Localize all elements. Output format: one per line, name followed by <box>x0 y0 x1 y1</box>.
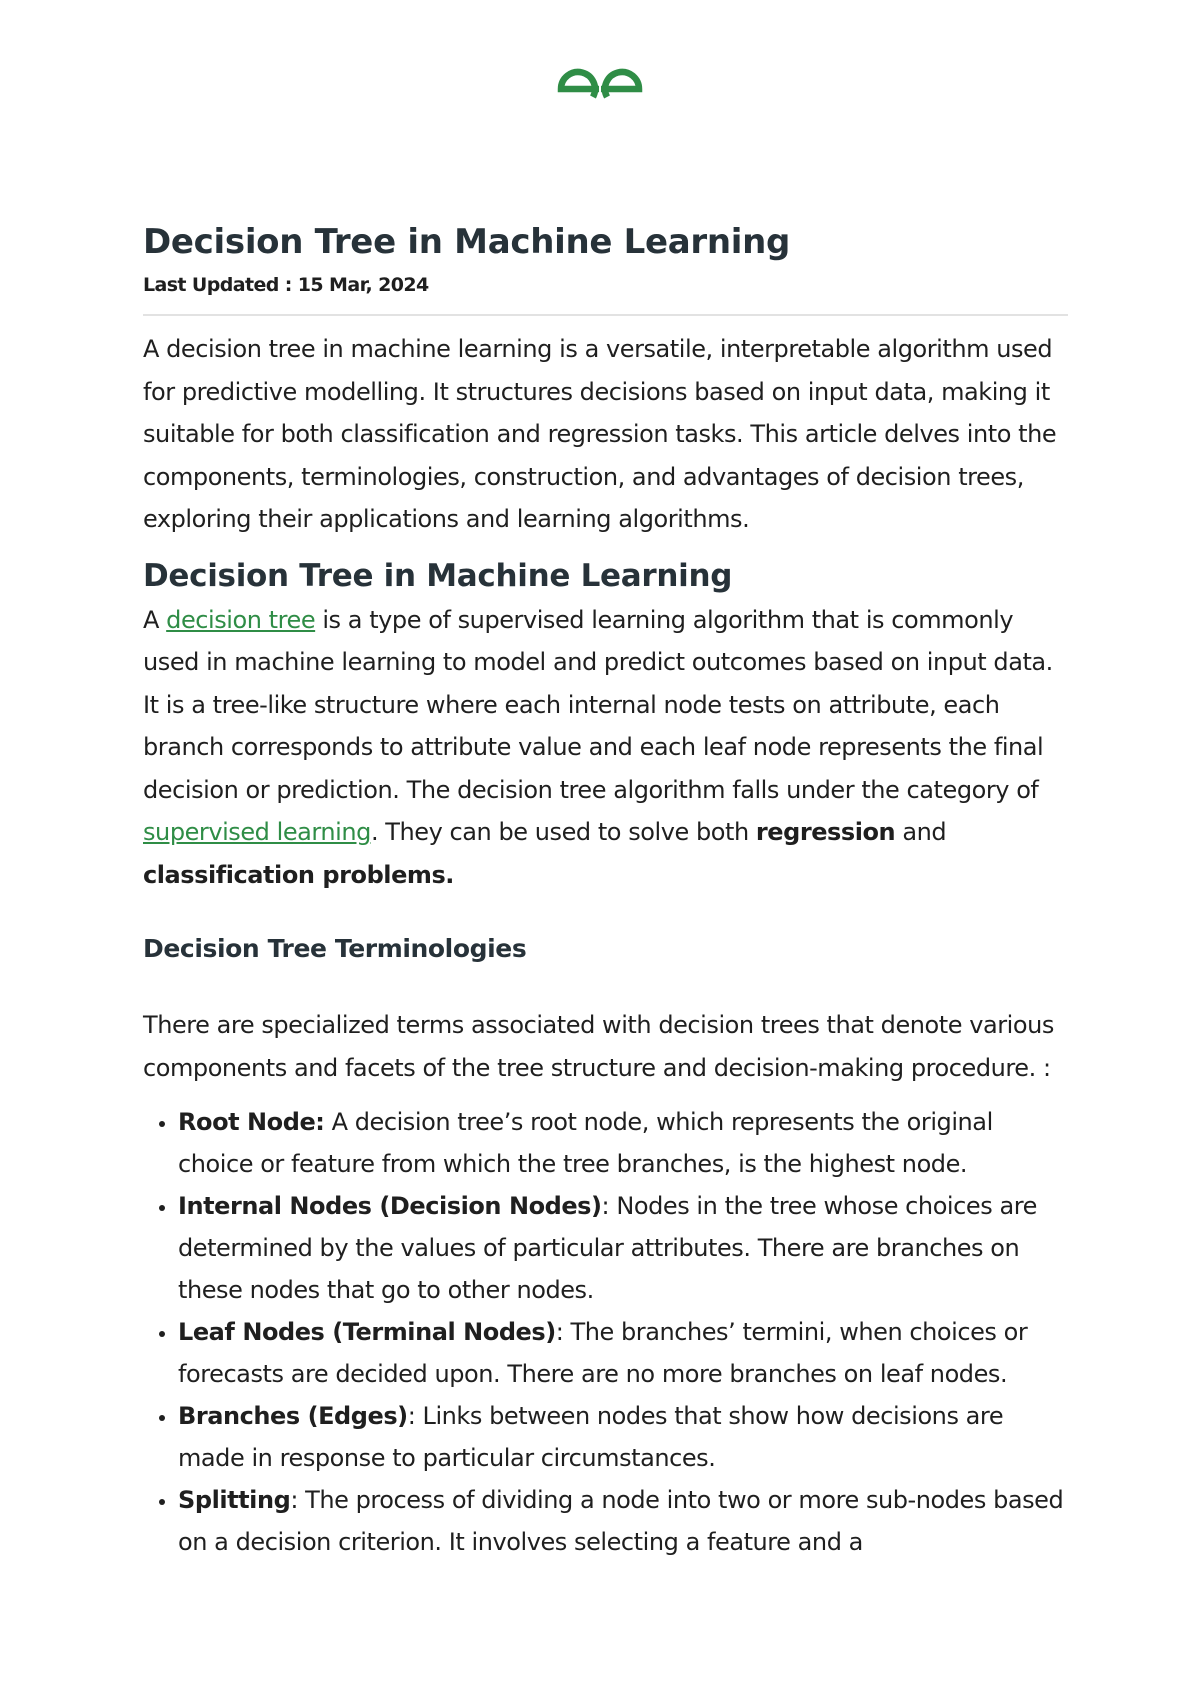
text-span: and <box>895 818 947 846</box>
text-span: A <box>143 605 167 634</box>
terminology-list <box>143 1101 1068 1563</box>
divider <box>143 314 1068 316</box>
term-description: : The branches’ termini, when choices or forecasts are decided upon. There are no more branches on leaf nodes. <box>178 1318 1028 1388</box>
list-item <box>178 1311 1068 1395</box>
term: Root Node: <box>178 1108 325 1136</box>
term-description: : The process of dividing a node into two or more sub-nodes based on a decision criterion. It involves selecting a feature and a <box>178 1486 1064 1556</box>
list-item <box>178 1395 1068 1479</box>
bold-classification: classification problems. <box>143 860 454 889</box>
supervised-learning-link[interactable]: supervised learning <box>143 818 371 846</box>
terminologies-intro: There are specialized terms associated with decision trees that denote various components and facets of the tree structure and decision-making procedure. : <box>143 1011 1054 1082</box>
section-heading: Decision Tree in Machine Learning <box>143 557 733 594</box>
intro-paragraph: A decision tree in machine learning is a versatile, interpretable algorithm used for predictive modelling. It structures decisions based on input data, making it suitable for both classification and regression tasks. This article delves into the components, terminologies, construction, and advantages of decision trees, exploring their applications and learning algorithms. <box>143 335 1057 533</box>
term-description: A decision tree’s root node, which represents the original choice or feature from which the tree branches, is the highest node. <box>178 1108 993 1178</box>
site-logo[interactable] <box>0 66 1200 116</box>
term: Branches (Edges) <box>178 1402 408 1430</box>
subsection-heading: Decision Tree Terminologies <box>143 934 527 963</box>
term-description: : Links between nodes that show how decisions are made in response to particular circumstances. <box>178 1402 1004 1472</box>
list-item <box>178 1479 1068 1563</box>
text-span: is a type of supervised learning algorithm that is commonly used in machine learning to model and predict outcomes based on input data. It is a tree-like structure where each internal node tests on attribute, each branch corresponds to attribute value and each leaf node represents the final decision or prediction. The decision tree algorithm falls under the category of <box>143 605 1053 804</box>
page-title: Decision Tree in Machine Learning <box>143 222 791 262</box>
text-span: . They can be used to solve both <box>370 818 756 846</box>
definition-paragraph <box>143 599 1068 897</box>
list-item <box>178 1101 1068 1185</box>
list-item <box>178 1185 1068 1311</box>
decision-tree-link[interactable]: decision tree <box>166 605 316 634</box>
bold-regression: regression <box>755 818 896 846</box>
term: Leaf Nodes (Terminal Nodes) <box>178 1318 556 1346</box>
term-description: : Nodes in the tree whose choices are determined by the values of particular attributes. There are branches on these nodes that go to other nodes. <box>178 1192 1037 1304</box>
geeksforgeeks-logo-icon <box>555 66 645 112</box>
term: Splitting <box>178 1486 291 1514</box>
article-content <box>143 218 1068 1563</box>
last-updated: Last Updated : 15 Mar, 2024 <box>143 274 429 296</box>
term: Internal Nodes (Decision Nodes) <box>178 1192 602 1220</box>
